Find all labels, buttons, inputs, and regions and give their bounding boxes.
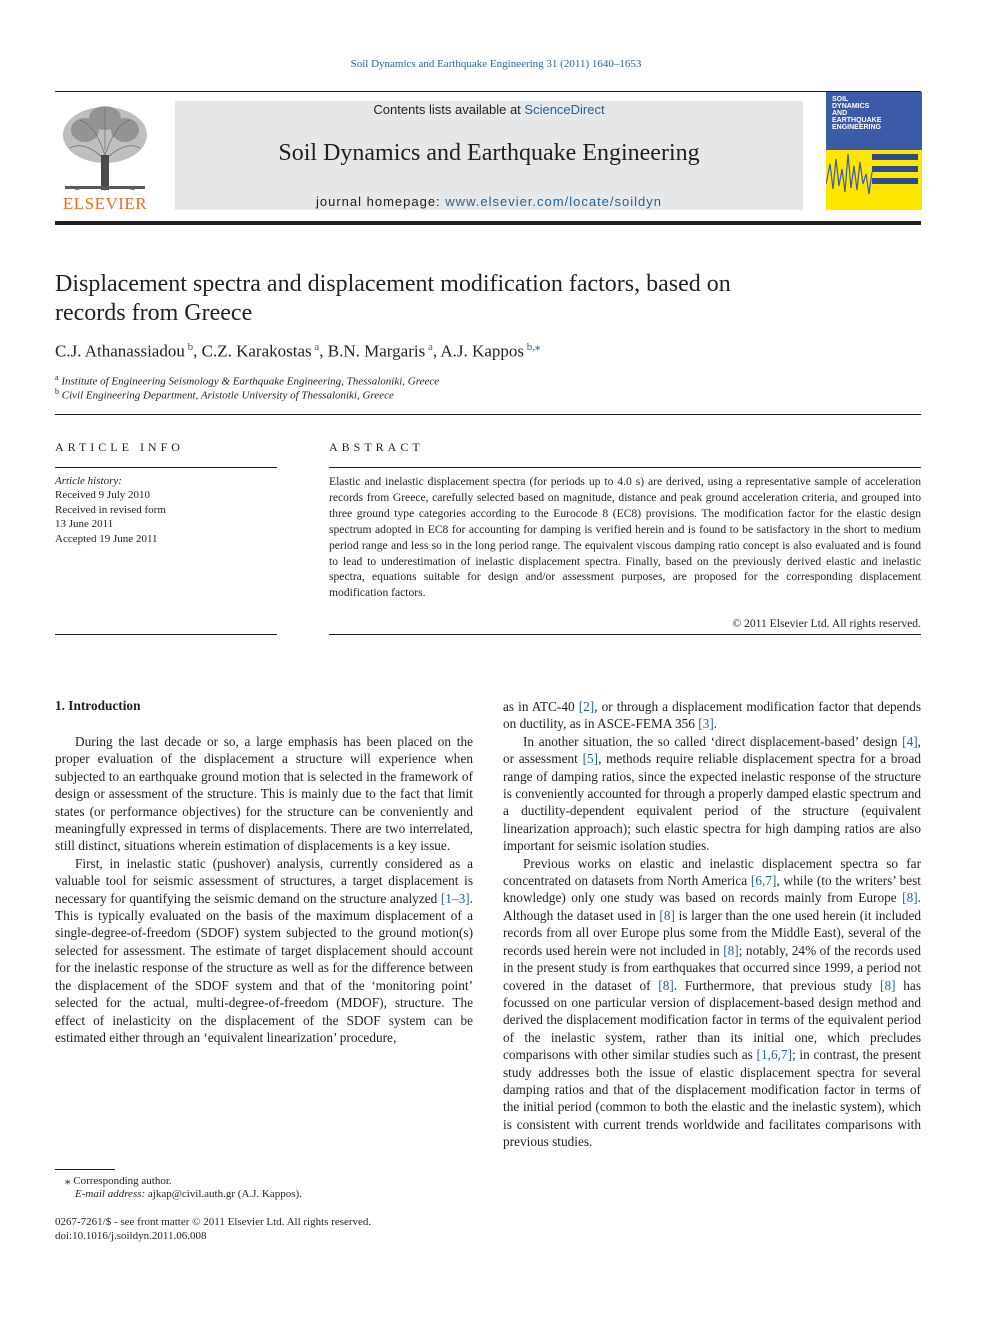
text-run: is larger than the one used herein (it included records from all over Europe plus some from the Middle East), several of the records used herein were not included in: [503, 907, 921, 958]
citation-link[interactable]: [8]: [658, 977, 674, 993]
body-paragraph: [55, 855, 473, 1046]
affiliation-mark: b: [55, 387, 59, 396]
section-heading-introduction: 1. Introduction: [55, 698, 141, 713]
abstract-heading: ABSTRACT: [329, 440, 424, 454]
cover-seismogram-graphic: [826, 144, 922, 204]
journal-homepage: [175, 194, 803, 209]
article-history-label: Article history:: [55, 475, 122, 487]
citation-link[interactable]: [1–3]: [440, 890, 470, 906]
cover-stripe: [872, 178, 918, 184]
header-top-rule: [55, 91, 921, 92]
text-run: . Although the dataset used in: [503, 890, 921, 923]
citation-link[interactable]: [6,7]: [750, 873, 777, 889]
citation-link[interactable]: [8]: [659, 907, 675, 923]
cover-title-line: DYNAMICS: [832, 103, 870, 110]
elsevier-wordmark: ELSEVIER: [62, 194, 148, 213]
article-history: [55, 474, 277, 546]
citation-link[interactable]: [3]: [698, 716, 714, 732]
article-history-entry: 13 June 2011: [55, 518, 114, 531]
author-affiliation-mark[interactable]: a: [427, 341, 433, 353]
citation-link[interactable]: [8]: [723, 942, 739, 958]
email-address[interactable]: ajkap@civil.auth.gr (A.J. Kappos).: [147, 1188, 302, 1200]
affiliation-mark: a: [55, 373, 59, 382]
cover-title-line: SOIL: [832, 96, 849, 103]
cover-title: [832, 96, 918, 131]
cover-stripe: [872, 166, 918, 172]
text-run: ; notably, 24% of the records used in the present study is from earthquakes that occurred since 1999, a period not covered in the dataset of: [503, 942, 921, 993]
text-run: First, in inelastic static (pushover) analysis, currently considered as a valuable tool for seismic assessment of structures, a target displacement is necessary for quantifying the seismic demand on the structure analyzed: [55, 855, 473, 906]
article-history-entry: Received in revised form: [55, 503, 166, 516]
contents-prefix: Contents lists available at: [373, 102, 525, 117]
author-affiliation-mark[interactable]: a: [314, 341, 320, 353]
sciencedirect-link[interactable]: ScienceDirect: [524, 102, 605, 117]
header-bottom-rule: [55, 221, 921, 225]
body-column-right: [503, 698, 921, 1151]
citation-link[interactable]: [8]: [902, 890, 918, 906]
affiliation: [55, 373, 921, 388]
body-paragraph: [503, 733, 921, 855]
author-affiliation-mark[interactable]: b,⁎: [526, 341, 541, 353]
citation-link[interactable]: [2]: [578, 699, 595, 714]
journal-reference[interactable]: Soil Dynamics and Earthquake Engineering 31 (2011) 1640–1653: [350, 58, 642, 70]
text-run: .: [713, 716, 718, 732]
text-run: Previous works on elastic and inelastic displacement spectra so far concentrated on datasets from North America: [503, 855, 921, 889]
text-run: , or through a displacement modification factor that depends on ductility, as in ASCE-FEMA 356: [503, 699, 921, 732]
affiliation-text: Institute of Engineering Seismology & Earthquake Engineering, Thessaloniki, Greece: [61, 375, 440, 388]
cover-title-line: ENGINEERING: [832, 124, 882, 131]
corresponding-author-note: ⁎ Corresponding author.: [65, 1175, 172, 1187]
cover-title-line: AND: [832, 110, 848, 117]
author-affiliation-mark[interactable]: b: [187, 341, 194, 353]
abstract-rule-top: [329, 467, 921, 468]
text-run: . This is typically evaluated on the basis of the maximum displacement of a single-degree-of-freedom (SDOF) system subjected to the ground motion(s) selected for assessment. The estimate of target displacement should account for the inelastic response of the structure as well as for the difference between the displacement of the SDOF system and that of the ‘monitoring point’ selected for the actual, multi-degree-of-freedom (MDOF), structure. The effect of inelasticity on the displacement of the SDOF system can be estimated either through an ‘equivalent linearization’ procedure,: [55, 890, 473, 1045]
issn-line: 0267-7261/$ - see front matter © 2011 Elsevier Ltd. All rights reserved.: [55, 1216, 372, 1228]
homepage-prefix: journal homepage:: [315, 194, 446, 209]
abstract-rule-bottom: [329, 634, 921, 635]
homepage-link[interactable]: www.elsevier.com/locate/soildyn: [445, 194, 662, 209]
cover-stripe: [872, 154, 918, 160]
text-run: has focussed on one particular version of displacement-based design method and derived the displacement modification factor in terms of the equivalent period of the inelastic system, rather than its initial one, which precludes comparisons with other similar studies such as: [503, 977, 922, 1063]
citation-link[interactable]: [5]: [582, 751, 599, 767]
article-info-heading: ARTICLE INFO: [55, 440, 184, 454]
article-info-rule-top: [55, 467, 277, 468]
email-label: E-mail address:: [75, 1188, 148, 1200]
body-paragraph: [503, 855, 921, 1151]
author-name: B.N. Margaris: [327, 341, 426, 361]
body-column-left: [55, 733, 473, 1046]
abstract-text: Elastic and inelastic displacement spectra (for periods up to 4.0 s) are derived, using a representative sample of acceleration records from Greece, carefully selected based on magnitude, distance and peak ground acceleration criteria, and grouped into three ground type categories according to the Eurocode 8 (EC8) provisions. The modification factor for the elastic design spectrum adopted in EC8 for accounting for damping is verified herein and is found to be satisfactory in the short to medium period range and less so in the long period range. The equivalent viscous damping ratio concept is also evaluated and is found to lead to underestimation of inelastic displacement spectra. Finally, based on the previously derived elastic and inelastic spectra, equations suitable for design and/or assessment purposes, are proposed for the corresponding displacement modification factors.: [329, 475, 921, 600]
email-footnote: [55, 1188, 493, 1200]
text-run: , while (to the writers’ best knowledge) only one study was based on records mainly from Europe: [503, 873, 921, 906]
text-run: In another situation, the so called ‘direct displacement-based’ design: [523, 733, 903, 749]
author-name: C.Z. Karakostas: [201, 341, 312, 361]
affiliation-text: Civil Engineering Department, Aristotle University of Thessaloniki, Greece: [61, 389, 394, 402]
text-run: as in ATC-40: [503, 699, 579, 714]
cover-title-line: EARTHQUAKE: [832, 117, 882, 124]
journal-cover-thumbnail: [826, 92, 922, 210]
citation-link[interactable]: [4]: [902, 733, 918, 749]
affiliation: [55, 387, 921, 402]
article-title: [55, 270, 921, 328]
contents-line: [175, 102, 803, 117]
article-history-entry: Received 9 July 2010: [55, 489, 151, 502]
citation-link[interactable]: [1,6,7]: [756, 1047, 792, 1063]
text-run: ; in contrast, the present study addresses both the issue of elastic displacement spectra for several damping ratios and that of the displacement modification factor in terms of the initial period (common to both the elastic and the inelastic system), which is consistent with current trends worldwide and facilitates comparisons with previous studies.: [503, 1047, 921, 1150]
footnote-rule: [55, 1169, 115, 1170]
article-title-line: records from Greece: [55, 300, 253, 326]
doi-line[interactable]: doi:10.1016/j.soildyn.2011.06.008: [55, 1230, 207, 1242]
author-list: C.J. Athanassiadou $^b$, C.Z. Karakostas $^a$, B.N. Margaris $^a$, A.J. Kappos $^{b,⁎}$: [55, 341, 541, 361]
abstract-copyright: © 2011 Elsevier Ltd. All rights reserved.: [732, 617, 921, 630]
body-paragraph: During the last decade or so, a large emphasis has been placed on the proper evaluation of the displacement a structure will experience when subjected to an earthquake ground motion that is selected in the framework of design or assessment of the structure. This is mainly due to the fact that limit states (or performance objectives) for the structure can be conveniently and meaningfully expressed in terms of displacements. There are two interrelated, still distinct, situations wherein estimation of displacements is a key issue.: [55, 734, 473, 854]
text-run: , or assessment: [503, 733, 921, 767]
text-run: , methods require reliable displacement spectra for a broad range of damping ratios, since the expected inelastic response of the structure is conveniently accounted for through a properly damped elastic spectrum and a ductility-dependent equivalent period of the structure (equivalent linearization approach); such elastic spectra for high damping ratios are also important for seismic isolation studies.: [503, 751, 921, 854]
author-name: C.J. Athanassiadou: [55, 341, 185, 361]
affiliation-divider: [55, 414, 921, 415]
journal-name: Soil Dynamics and Earthquake Engineering: [278, 140, 700, 166]
article-history-entry: Accepted 19 June 2011: [55, 532, 158, 545]
text-run: . Furthermore, that previous study: [673, 977, 881, 993]
body-paragraph: [503, 698, 921, 733]
article-info-rule-bottom: [55, 634, 277, 635]
author-name: A.J. Kappos: [440, 341, 524, 361]
citation-link[interactable]: [8]: [880, 977, 896, 993]
article-title-line: Displacement spectra and displacement modification factors, based on: [55, 271, 731, 297]
